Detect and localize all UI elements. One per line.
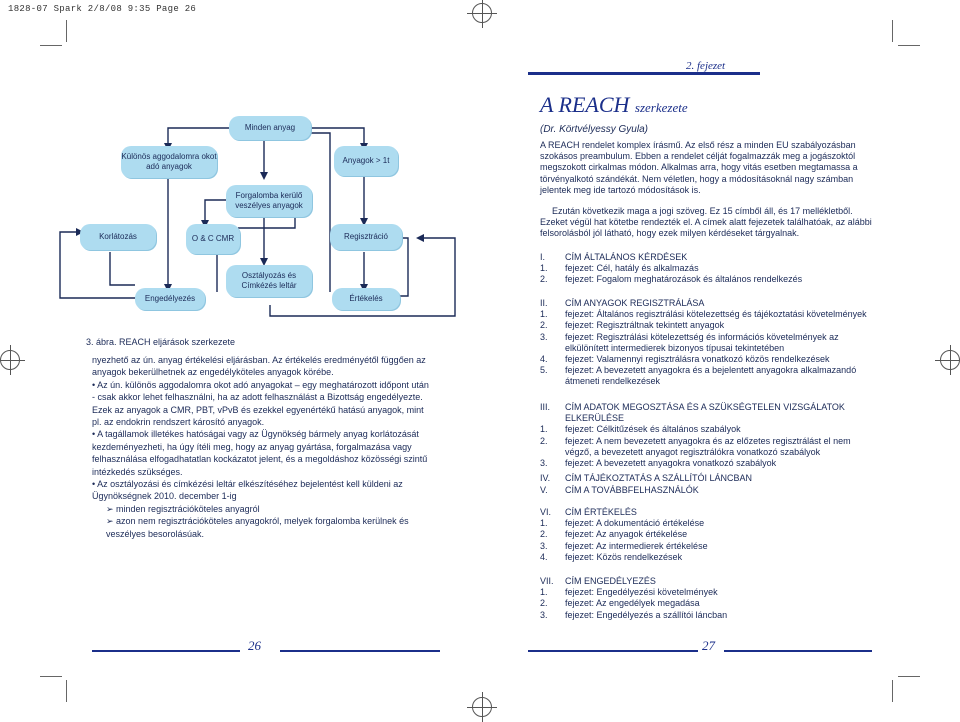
toc-item	[540, 436, 878, 458]
toc-item-text: fejezet: Cél, hatály és alkalmazás	[565, 263, 699, 274]
intro-paragraph: A REACH rendelet komplex írásmű. Az első rész a minden EU szabályozásban szokásos preambulum. Ebben a rendelet célját fogalmazzák meg a jogászoktól megszokott cirkalmas módon. Alkalmas arra, hogy vitás esetben megtamassa a törvényalkotó szándékát. Nem véletlen, hogy a módosításoknál nagy számban jelentek meg ide tartozó módosítások is.	[540, 140, 858, 195]
toc-item-number: 2.	[540, 598, 548, 609]
node-anyagok-1t: Anyagok > 1t	[334, 146, 398, 176]
title-sub: szerkezete	[634, 100, 688, 115]
toc-item	[540, 354, 878, 365]
toc-section	[540, 473, 878, 484]
toc-item-number: 3.	[540, 540, 548, 551]
toc-title	[540, 485, 878, 496]
toc-item-number: 1.	[540, 309, 548, 320]
registration-mark-icon	[940, 350, 960, 370]
toc-item	[540, 518, 878, 529]
toc-section	[540, 485, 878, 496]
page-number-left: 26	[248, 638, 261, 653]
toc-item-text: fejezet: Fogalom meghatározások és általános rendelkezés	[565, 274, 803, 285]
print-slug: 1828-07 Spark 2/8/08 9:35 Page 26	[8, 4, 197, 14]
toc-item-text: fejezet: Általános regisztrálási kötelezettség és tájékoztatási követelmények	[565, 309, 867, 320]
toc-item	[540, 587, 878, 598]
figure-caption: 3. ábra. REACH eljárások szerkezete	[86, 337, 236, 347]
toc-item-number: 2.	[540, 529, 548, 540]
toc-item-number: 4.	[540, 551, 548, 562]
toc-item-text: fejezet: A nem bevezetett anyagokra és az előzetes regisztrálást el nem végző, a bevezetett anyagot regisztrálókra vonatkozó szabályok	[565, 435, 851, 457]
page-number-rule	[92, 650, 240, 652]
toc-item	[540, 320, 878, 331]
toc-title-number: II.	[540, 298, 548, 308]
node-regisztracio: Regisztráció	[330, 224, 402, 250]
node-oc-cmr: O & C CMR	[186, 224, 240, 254]
toc-title-text: CÍM A TOVÁBBFELHASZNÁLÓK	[565, 485, 699, 495]
toc-item-number: 3.	[540, 458, 548, 469]
intro-paragraph: Ezután következik maga a jogi szöveg. Ez 15 címből áll, és 17 mellékletből. Ezeket végül hat kötetbe rendezték el. A címek alatt fejezetek találhatóak, az alábbi felsorolásból jól látható, hogy ezek milyen kérdéseket tárgyalnak.	[540, 206, 872, 239]
toc-item-number: 1.	[540, 424, 548, 435]
page-number-rule	[528, 650, 698, 652]
toc-item-text: fejezet: Engedélyezés a szállítói láncban	[565, 609, 728, 620]
toc-item	[540, 529, 878, 540]
body-paragraph: • A tagállamok illetékes hatóságai vagy az Ügynökség bármely anyag korlátozását kezdeményezheti, ha úgy ítéli meg, hogy az anyag gyártása, forgalmazása vagy felhasználása elfogadhatatlan kockázatot jelent, és a megoldáshoz közösségi szintű intézkedés szükséges.	[92, 429, 428, 477]
chapter-label: 2. fejezet	[686, 60, 726, 72]
registration-mark-icon	[0, 350, 20, 370]
toc-title-text: CÍM ENGEDÉLYEZÉS	[565, 576, 656, 586]
toc-title-text: CÍM ÁLTALÁNOS KÉRDÉSEK	[565, 252, 688, 262]
title-main: A REACH	[540, 92, 630, 117]
crop-mark	[892, 680, 893, 702]
sub-bullet-item: ➢ azon nem regisztrációköteles anyagokról, melyek forgalomba kerülnek és veszélyes besorolásúak.	[106, 516, 409, 539]
toc-title-number: III.	[540, 402, 551, 412]
toc-item-text: fejezet: Regisztrálási kötelezettség és információs követelmények az elkülönített intermedierek bizonyos típusai tekintetében	[565, 331, 839, 353]
toc-item-number: 2.	[540, 435, 548, 446]
toc-section	[540, 252, 878, 286]
page-title	[540, 92, 688, 118]
toc-title	[540, 473, 878, 484]
toc-item-number: 2.	[540, 320, 548, 331]
toc-item	[540, 598, 878, 609]
toc-title-number: VI.	[540, 507, 552, 517]
node-korlatozas: Korlátozás	[80, 224, 156, 250]
author: (Dr. Körtvélyessy Gyula)	[540, 124, 648, 135]
toc-item-number: 5.	[540, 365, 548, 376]
left-body-text	[92, 354, 432, 540]
toc-title	[540, 507, 878, 518]
toc-title-number: IV.	[540, 473, 551, 483]
toc-item-number: 1.	[540, 518, 548, 529]
toc-title-text: CÍM TÁJÉKOZTATÁS A SZÁLLÍTÓI LÁNCBAN	[565, 473, 753, 483]
toc-item-number: 2.	[540, 274, 548, 285]
crop-mark	[898, 676, 920, 677]
toc-item	[540, 424, 878, 435]
toc-item-text: fejezet: Engedélyezési követelmények	[565, 587, 718, 598]
toc-item-text: fejezet: Az engedélyek megadása	[565, 598, 700, 609]
crop-mark	[892, 20, 893, 42]
toc-item	[540, 365, 878, 387]
toc-item	[540, 552, 878, 563]
crop-mark	[66, 680, 67, 702]
node-kulonos-aggodalom: Különös aggodalomra okot adó anyagok	[121, 146, 217, 178]
node-engedelyezes: Engedélyezés	[135, 288, 205, 310]
toc-item-number: 1.	[540, 587, 548, 598]
crop-mark	[898, 45, 920, 46]
body-paragraph: • Az ún. különös aggodalomra okot adó anyagokat – egy meghatározott időpont után - csak akkor lehet felhasználni, ha az adott felhasználást a Bizottság engedélyezte. Ezek az anyagok a CMR, PBT, vPvB és ezekkel egyenértékű hatású anyagok, mint pl. az endokrin rendszert károsító anyagok.	[92, 379, 429, 428]
toc-item-text: fejezet: Közös rendelkezések	[565, 551, 683, 562]
toc-title-number: V.	[540, 485, 548, 495]
toc-item	[540, 274, 878, 285]
toc-item-text: fejezet: A bevezetett anyagokra és a bejelentett anyagokra alkalmazandó átmeneti rendelkezések	[565, 365, 857, 387]
toc-section	[540, 576, 878, 621]
registration-mark-icon	[472, 697, 492, 717]
toc-title	[540, 252, 878, 263]
toc-item	[540, 458, 878, 469]
toc-section	[540, 507, 878, 563]
toc-item-text: fejezet: Regisztráltnak tekintett anyagok	[565, 320, 725, 331]
toc-item-text: fejezet: Az anyagok értékelése	[565, 529, 688, 540]
toc-item-text: fejezet: Az intermedierek értékelése	[565, 540, 708, 551]
toc-item-text: fejezet: Valamennyi regisztrálásra vonatkozó közös rendelkezések	[565, 354, 830, 365]
toc-item	[540, 332, 878, 354]
toc-item-text: fejezet: Célkitűzések és általános szabályok	[565, 424, 741, 435]
toc-title	[540, 298, 878, 309]
page-number-right: 27	[702, 638, 715, 653]
crop-mark	[40, 676, 62, 677]
toc-item-number: 3.	[540, 331, 548, 342]
sub-bullet-item: ➢ minden regisztrációköteles anyagról	[106, 503, 260, 514]
toc-section	[540, 402, 878, 469]
toc-item	[540, 309, 878, 320]
toc-title	[540, 576, 878, 587]
body-paragraph: nyezhető az ún. anyag értékelési eljárásban. Az értékelés eredményétől függően az anyagok bekerülhetnek az engedélyköteles anyagok körébe.	[92, 355, 426, 378]
toc-item	[540, 541, 878, 552]
chapter-rule	[528, 72, 760, 75]
toc-item	[540, 610, 878, 621]
toc-section	[540, 298, 878, 388]
toc-item-number: 4.	[540, 354, 548, 365]
toc-title-number: I.	[540, 252, 546, 262]
page-number-rule	[724, 650, 872, 652]
toc-title-number: VII.	[540, 576, 554, 586]
node-minden-anyag: Minden anyag	[229, 116, 311, 140]
toc-item-text: fejezet: A bevezetett anyagokra vonatkozó szabályok	[565, 458, 777, 469]
page-number-rule	[280, 650, 440, 652]
toc-item	[540, 263, 878, 274]
toc-title	[540, 402, 878, 424]
toc-title-text: CÍM ADATOK MEGOSZTÁSA ÉS A SZÜKSÉGTELEN VIZSGÁLATOK ELKERÜLÉSE	[565, 402, 845, 424]
toc-title-text: CÍM ÉRTÉKELÉS	[565, 507, 637, 517]
toc-title-text: CÍM ANYAGOK REGISZTRÁLÁSA	[565, 298, 705, 308]
node-ertekeles: Értékelés	[332, 288, 400, 310]
node-osztalyozas: Osztályozás és Címkézés leltár	[226, 265, 312, 297]
toc-item-number: 1.	[540, 263, 548, 274]
toc-item-text: fejezet: A dokumentáció értékelése	[565, 518, 705, 529]
node-forgalomba: Forgalomba kerülő veszélyes anyagok	[226, 185, 312, 217]
toc-item-number: 3.	[540, 609, 548, 620]
body-paragraph: • Az osztályozási és címkézési leltár elkészítéséhez bejelentést kell küldeni az Ügynökségnek 2010. december 1-ig	[92, 479, 403, 502]
